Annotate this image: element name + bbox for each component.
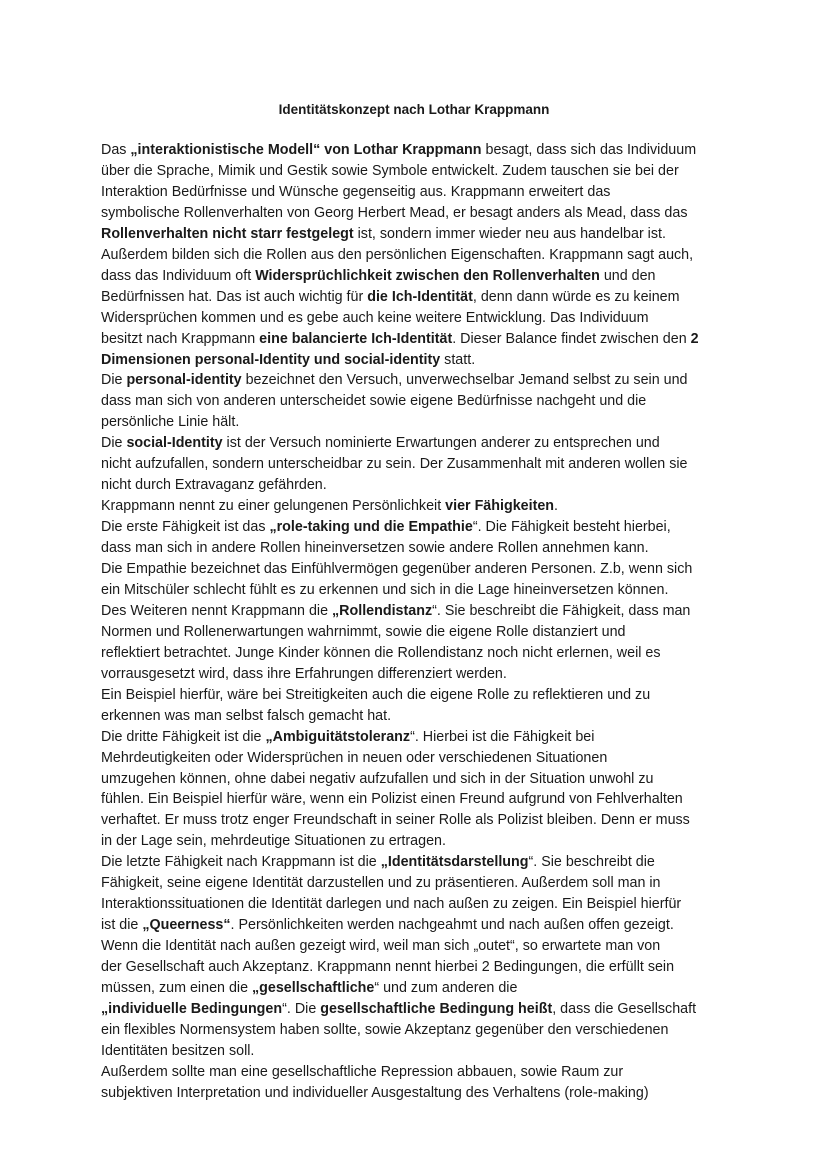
text-segment: Mehrdeutigkeiten oder Widersprüchen in neuen oder verschiedenen Situationen — [101, 749, 608, 766]
text-segment: müssen, zum einen die — [101, 980, 252, 996]
text-segment: vorrausgesetzt wird, dass ihre Erfahrungen differenziert werden. — [101, 665, 507, 682]
text-segment: der Gesellschaft auch Akzeptanz. Krappmann nennt hierbei 2 Bedingungen, die erfüllt sein — [101, 959, 675, 976]
text-segment: Fähigkeit, seine eigene Identität darzustellen und zu präsentieren. Außerdem soll man in — [101, 875, 661, 892]
text-line — [101, 266, 656, 286]
text-line — [101, 622, 626, 642]
text-line — [101, 643, 661, 663]
text-segment: symbolische Rollenverhalten von Georg Herbert Mead, er besagt anders als Mead, dass das — [101, 204, 688, 221]
text-line — [101, 957, 674, 977]
text-line — [101, 496, 558, 516]
text-line — [101, 873, 661, 893]
text-segment: nicht aufzufallen, sondern unterscheidbar zu sein. Der Zusammenhalt mit anderen wollen sie — [101, 456, 688, 473]
text-line — [101, 203, 687, 223]
text-segment: Bedürfnissen hat. Das ist auch wichtig für — [101, 288, 368, 305]
text-line — [101, 580, 668, 600]
text-segment: “. Die Fähigkeit besteht hierbei, — [472, 519, 671, 536]
text-segment: . Dieser Balance findet zwischen den — [452, 330, 691, 347]
text-segment: fühlen. Ein Beispiel hierfür wäre, wenn ein Polizist einen Freund aufgrund von Fehlverhalten — [101, 791, 683, 808]
bold-text-segment: 2 — [690, 330, 699, 347]
text-line — [101, 978, 517, 998]
text-line — [101, 412, 239, 432]
bold-text-segment: „gesellschaftliche — [252, 980, 375, 996]
text-line — [101, 1041, 254, 1061]
text-line — [101, 831, 446, 851]
text-segment: reflektiert betrachtet. Junge Kinder können die Rollendistanz noch nicht erlernen, weil es — [101, 644, 661, 661]
text-line — [101, 161, 679, 181]
text-line — [101, 287, 680, 307]
text-segment: umzugehen können, ohne dabei negativ aufzufallen und sich in der Situation unwohl zu — [101, 770, 654, 787]
text-segment: Die erste Fähigkeit ist das — [101, 519, 270, 536]
text-segment: Des Weiteren nennt Krappmann die — [101, 602, 333, 619]
text-line — [101, 370, 687, 390]
text-segment: Normen und Rollenerwartungen wahrnimmt, sowie die eigene Rolle distanziert und — [101, 623, 626, 640]
text-segment: Identitäten besitzen soll. — [101, 1042, 255, 1059]
text-segment: verhaftet. Er muss trotz enger Freundschaft in seiner Rolle als Polizist bleiben. Denn er muss — [101, 812, 690, 829]
text-line — [101, 894, 681, 914]
text-segment: Die Empathie bezeichnet das Einfühlvermögen gegenüber anderen Personen. Z.b, wenn sich — [101, 561, 693, 577]
text-line — [101, 182, 610, 202]
text-line — [101, 706, 391, 726]
text-segment: über die Sprache, Mimik und Gestik sowie Symbole entwickelt. Zudem tauschen sie bei der — [101, 162, 679, 179]
text-line — [101, 1020, 668, 1040]
text-line — [101, 308, 649, 328]
bold-text-segment: „Rollendistanz — [332, 602, 433, 619]
text-line — [101, 391, 646, 411]
text-segment: “. Sie beschreibt die — [528, 854, 655, 871]
text-segment: subjektiven Interpretation und individueller Ausgestaltung des Verhaltens (role-making) — [101, 1084, 649, 1101]
bold-text-segment: „individuelle Bedingungen — [101, 1000, 283, 1017]
text-line — [101, 1083, 649, 1103]
bold-text-segment: „role-taking und die Empathie — [269, 519, 473, 536]
text-segment: dass man sich in andere Rollen hineinversetzen sowie andere Rollen annehmen kann. — [101, 540, 649, 557]
bold-text-segment: „Queerness“ — [142, 917, 231, 934]
text-line — [101, 664, 507, 684]
text-segment: persönliche Linie hält. — [101, 414, 240, 431]
text-segment: Außerdem bilden sich die Rollen aus den persönlichen Eigenschaften. Krappmann sagt auch, — [101, 246, 694, 263]
bold-text-segment: vier Fähigkeiten — [445, 498, 555, 515]
text-segment: “. Die — [282, 1000, 321, 1017]
text-segment: ist, sondern immer wieder neu aus handelbar ist. — [353, 225, 666, 242]
text-segment: Wenn die Identität nach außen gezeigt wird, weil man sich „outet“, so erwartete man von — [101, 938, 661, 955]
text-line — [101, 517, 671, 537]
text-segment: ist die — [101, 917, 143, 934]
text-segment: Interaktionssituationen die Identität darlegen und nach außen zu zeigen. Ein Beispiel hierfür — [101, 896, 682, 913]
text-line — [101, 559, 692, 579]
bold-text-segment: Dimensionen personal-Identity und social-identity — [101, 351, 441, 368]
text-segment: Die dritte Fähigkeit ist die — [101, 728, 266, 745]
text-segment: . — [554, 498, 558, 515]
text-line — [101, 748, 607, 768]
text-segment: Widersprüchen kommen und es gebe auch keine weitere Entwicklung. Das Individuum — [101, 309, 649, 326]
text-segment: Die letzte Fähigkeit nach Krappmann ist die — [101, 854, 381, 871]
bold-text-segment: die Ich-Identität — [367, 288, 473, 305]
bold-text-segment: social-Identity — [126, 435, 223, 452]
text-line — [101, 915, 674, 935]
text-line — [101, 936, 660, 956]
bold-text-segment: „Ambiguitätstoleranz — [265, 728, 411, 745]
text-line — [101, 538, 649, 558]
text-line — [101, 350, 475, 370]
text-line — [101, 601, 690, 621]
text-line — [101, 727, 594, 747]
text-segment: ein flexibles Normensystem haben sollte, sowie Akzeptanz gegenüber den verschiedenen — [101, 1021, 669, 1038]
text-segment: besagt, dass sich das Individuum — [481, 142, 697, 158]
text-line — [101, 433, 660, 453]
bold-text-segment: personal-identity — [126, 372, 242, 389]
text-line — [101, 475, 327, 495]
document-title: Identitätskonzept nach Lothar Krappmann — [278, 102, 550, 117]
text-segment: “. Hierbei ist die Fähigkeit bei — [410, 728, 595, 745]
text-segment: Das — [101, 142, 131, 158]
text-segment: bezeichnet den Versuch, unverwechselbar Jemand selbst zu sein und — [241, 372, 688, 389]
text-segment: ist der Versuch nominierte Erwartungen anderer zu entsprechen und — [222, 435, 660, 452]
text-line — [101, 789, 683, 809]
text-line — [101, 245, 693, 265]
text-segment: und den — [599, 267, 656, 284]
text-segment: besitzt nach Krappmann — [101, 330, 260, 347]
text-line — [101, 852, 655, 872]
text-line — [101, 224, 666, 244]
text-line — [101, 810, 690, 830]
text-line — [101, 685, 650, 705]
text-segment: in der Lage sein, mehrdeutige Situationen zu ertragen. — [101, 833, 446, 850]
bold-text-segment: Widersprüchlichkeit zwischen den Rollenverhalten — [255, 267, 600, 284]
bold-text-segment: gesellschaftliche Bedingung heißt — [320, 1000, 553, 1017]
text-line — [101, 329, 699, 349]
text-segment: Ein Beispiel hierfür, wäre bei Streitigkeiten auch die eigene Rolle zu reflektieren und zu — [101, 686, 651, 703]
bold-text-segment: Rollenverhalten nicht starr festgelegt — [101, 225, 354, 242]
text-segment: “. Sie beschreibt die Fähigkeit, dass man — [432, 602, 691, 619]
text-segment: “ und zum anderen die — [374, 980, 518, 996]
text-segment: Krappmann nennt zu einer gelungenen Persönlichkeit — [101, 498, 446, 515]
bold-text-segment: „Identitätsdarstellung — [380, 854, 529, 871]
text-line — [101, 999, 696, 1019]
text-segment: . Persönlichkeiten werden nachgeahmt und nach außen offen gezeigt. — [230, 917, 674, 934]
text-segment: , denn dann würde es zu keinem — [472, 288, 680, 305]
bold-text-segment: eine balancierte Ich-Identität — [259, 330, 453, 347]
text-line — [101, 1062, 623, 1082]
text-segment: , dass die Gesellschaft — [552, 1000, 697, 1017]
text-segment: dass das Individuum oft — [101, 267, 256, 284]
text-segment: Interaktion Bedürfnisse und Wünsche gegenseitig aus. Krappmann erweitert das — [101, 183, 611, 200]
text-segment: ein Mitschüler schlecht fühlt es zu erkennen und sich in die Lage hineinversetzen können. — [101, 581, 669, 598]
bold-text-segment: „interaktionistische Modell“ von Lothar Krappmann — [130, 142, 482, 158]
text-segment: Die — [101, 372, 127, 389]
text-segment: Die — [101, 435, 127, 452]
text-segment: Außerdem sollte man eine gesellschaftliche Repression abbauen, sowie Raum zur — [101, 1063, 624, 1080]
text-segment: nicht durch Extravaganz gefährden. — [101, 477, 327, 494]
text-segment: dass man sich von anderen unterscheidet sowie eigene Bedürfnisse nachgeht und die — [101, 393, 647, 410]
text-segment: statt. — [440, 351, 476, 368]
text-line — [101, 140, 696, 160]
text-line — [101, 454, 688, 474]
text-line — [101, 769, 653, 789]
text-segment: erkennen was man selbst falsch gemacht hat. — [101, 707, 392, 724]
